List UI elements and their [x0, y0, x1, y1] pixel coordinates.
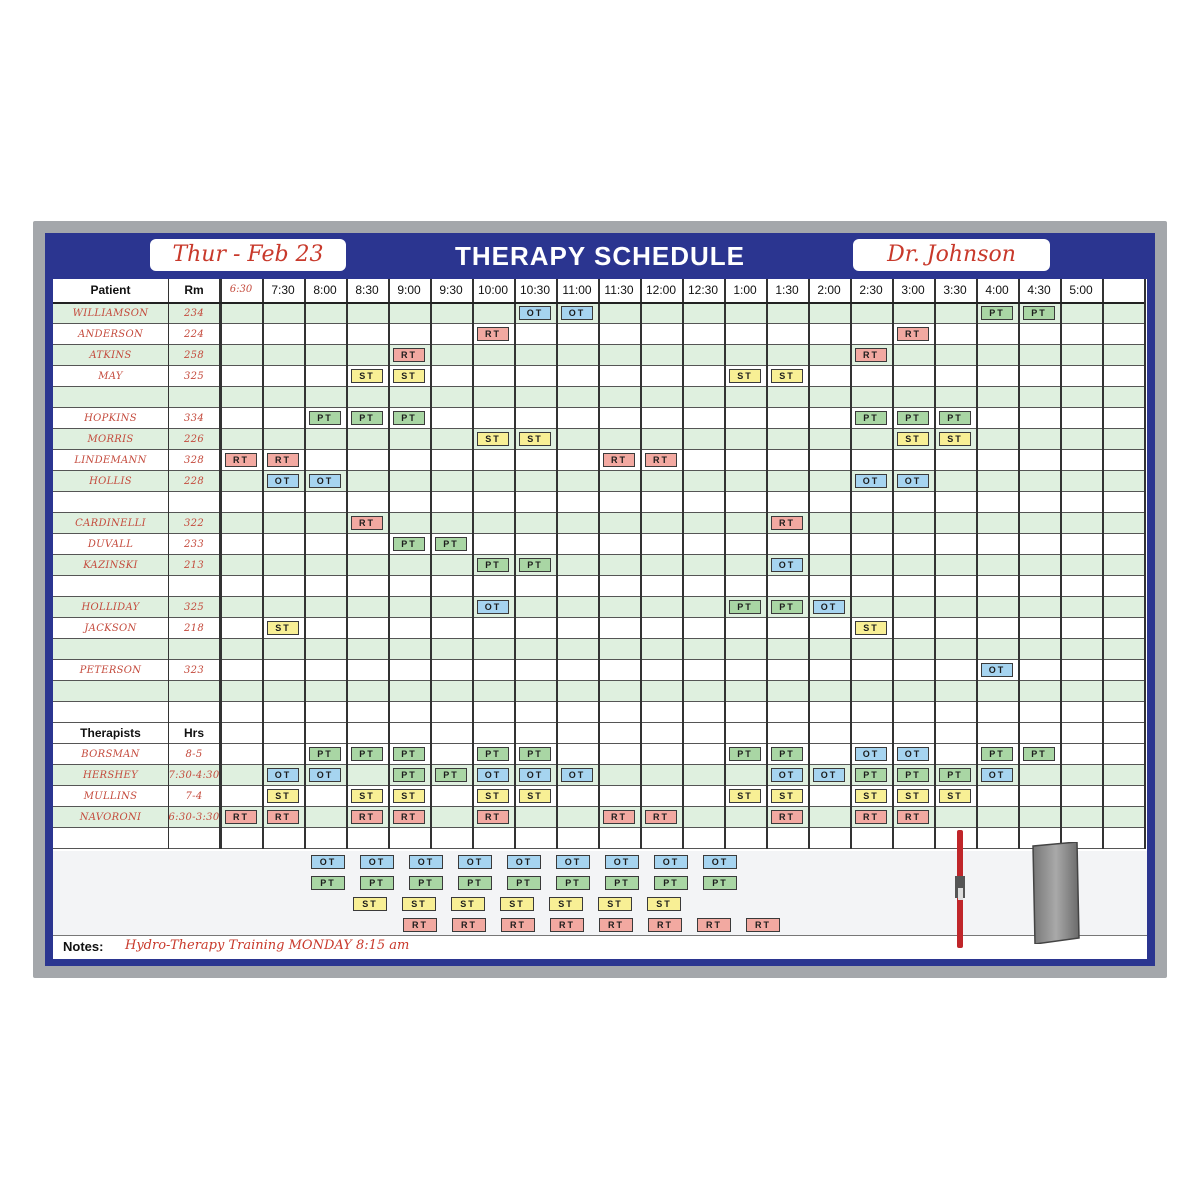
therapy-tag-st[interactable]: ST: [477, 789, 509, 803]
spare-tag-pt[interactable]: PT: [605, 876, 639, 890]
therapy-tag-pt[interactable]: PT: [939, 768, 971, 782]
notes-text[interactable]: Hydro-Therapy Training MONDAY 8:15 am: [125, 938, 410, 953]
therapy-tag-rt[interactable]: RT: [603, 453, 635, 467]
patient-name[interactable]: MAY: [98, 371, 123, 382]
therapy-tag-rt[interactable]: RT: [897, 810, 929, 824]
time-header: 5:00: [1069, 283, 1093, 297]
column-divider: [556, 279, 558, 849]
patient-name[interactable]: [53, 492, 168, 513]
therapist-name[interactable]: HERSHEY: [82, 770, 139, 781]
therapy-tag-ot[interactable]: OT: [897, 474, 929, 488]
therapy-tag-pt[interactable]: PT: [435, 537, 467, 551]
column-divider: [388, 279, 390, 849]
time-header: 4:00: [985, 283, 1009, 297]
spare-tag-pt[interactable]: PT: [360, 876, 394, 890]
room-number[interactable]: 258: [184, 350, 204, 361]
time-header: 9:30: [439, 283, 463, 297]
red-marker-icon[interactable]: [953, 830, 967, 950]
spare-tag-pt[interactable]: PT: [703, 876, 737, 890]
therapy-tag-pt[interactable]: PT: [477, 747, 509, 761]
column-divider: [1018, 279, 1020, 849]
therapy-tag-rt[interactable]: RT: [477, 810, 509, 824]
patient-name[interactable]: HOLLIDAY: [81, 602, 140, 613]
time-header: 2:30: [859, 283, 883, 297]
therapy-tag-st[interactable]: ST: [771, 369, 803, 383]
therapist-hours[interactable]: [168, 828, 220, 849]
spare-tag-ot[interactable]: OT: [556, 855, 590, 869]
column-divider: [934, 279, 936, 849]
time-header: 6:30: [229, 284, 253, 295]
therapy-tag-st[interactable]: ST: [939, 432, 971, 446]
therapy-tag-pt[interactable]: PT: [729, 747, 761, 761]
time-header: 3:00: [901, 283, 925, 297]
therapy-tag-pt[interactable]: PT: [393, 768, 425, 782]
spare-tag-st[interactable]: ST: [402, 897, 436, 911]
room-number[interactable]: 328: [184, 455, 204, 466]
therapy-tag-rt[interactable]: RT: [855, 348, 887, 362]
column-divider: [850, 279, 852, 849]
hours-header: Hrs: [183, 726, 204, 740]
column-divider: [430, 279, 432, 849]
patient-name[interactable]: DUVALL: [87, 539, 134, 550]
room-number[interactable]: 323: [184, 665, 204, 676]
therapy-tag-pt[interactable]: PT: [519, 558, 551, 572]
column-divider: [219, 279, 222, 849]
patient-name[interactable]: [53, 387, 168, 408]
therapy-tag-pt[interactable]: PT: [309, 747, 341, 761]
spare-tag-rt[interactable]: RT: [501, 918, 535, 932]
patient-name[interactable]: JACKSON: [84, 623, 137, 634]
column-divider: [892, 279, 894, 849]
patient-name[interactable]: HOPKINS: [84, 413, 137, 424]
room-number[interactable]: 233: [184, 539, 204, 550]
therapy-tag-rt[interactable]: RT: [645, 810, 677, 824]
therapy-tag-ot[interactable]: OT: [309, 768, 341, 782]
therapy-tag-st[interactable]: ST: [729, 789, 761, 803]
therapy-tag-pt[interactable]: PT: [939, 411, 971, 425]
therapy-tag-st[interactable]: ST: [855, 789, 887, 803]
therapy-tag-pt[interactable]: PT: [309, 411, 341, 425]
room-number[interactable]: 224: [184, 329, 204, 340]
patient-name[interactable]: ANDERSON: [77, 329, 144, 340]
time-header: 1:30: [775, 283, 799, 297]
therapy-tag-ot[interactable]: OT: [771, 768, 803, 782]
patient-name[interactable]: PETERSON: [79, 665, 142, 676]
column-divider: [1102, 279, 1104, 849]
column-divider: [346, 279, 348, 849]
therapy-tag-pt[interactable]: PT: [1023, 747, 1055, 761]
therapist-hours[interactable]: 7:30-4:30: [168, 770, 220, 781]
column-divider: [472, 279, 474, 849]
room-number[interactable]: [168, 387, 220, 408]
time-header: 8:30: [355, 283, 379, 297]
time-header: 12:30: [687, 283, 719, 297]
spare-tag-st[interactable]: ST: [451, 897, 485, 911]
therapy-tag-pt[interactable]: PT: [393, 537, 425, 551]
therapy-tag-rt[interactable]: RT: [393, 348, 425, 362]
therapy-tag-st[interactable]: ST: [393, 369, 425, 383]
room-number[interactable]: [168, 639, 220, 660]
therapy-tag-ot[interactable]: OT: [477, 768, 509, 782]
spare-tag-pt[interactable]: PT: [458, 876, 492, 890]
spare-tag-pt[interactable]: PT: [311, 876, 345, 890]
room-number[interactable]: 226: [184, 434, 204, 445]
therapy-tag-st[interactable]: ST: [267, 621, 299, 635]
spare-tag-ot[interactable]: OT: [458, 855, 492, 869]
notes-bar: [53, 935, 1147, 959]
spare-tag-rt[interactable]: RT: [746, 918, 780, 932]
therapy-tag-rt[interactable]: RT: [351, 516, 383, 530]
notes-label: Notes:: [63, 939, 104, 954]
therapy-tag-rt[interactable]: RT: [855, 810, 887, 824]
therapy-tag-ot[interactable]: OT: [981, 663, 1013, 677]
therapy-tag-rt[interactable]: RT: [771, 516, 803, 530]
spare-tag-ot[interactable]: OT: [360, 855, 394, 869]
column-divider: [1060, 279, 1062, 849]
room-number[interactable]: 322: [184, 518, 204, 529]
spare-tag-ot[interactable]: OT: [409, 855, 443, 869]
time-header: 4:30: [1027, 283, 1051, 297]
tag-tray: [53, 851, 1147, 935]
therapy-tag-ot[interactable]: OT: [771, 558, 803, 572]
patient-name[interactable]: WILLIAMSON: [72, 308, 149, 319]
room-number[interactable]: 334: [184, 413, 204, 424]
doctor-label[interactable]: Dr. Johnson: [853, 239, 1050, 271]
therapy-tag-pt[interactable]: PT: [435, 768, 467, 782]
therapy-tag-ot[interactable]: OT: [855, 747, 887, 761]
therapy-tag-pt[interactable]: PT: [897, 768, 929, 782]
room-number[interactable]: 325: [184, 602, 204, 613]
patient-name[interactable]: [53, 681, 168, 702]
therapy-tag-rt[interactable]: RT: [645, 453, 677, 467]
column-divider: [724, 279, 726, 849]
column-divider: [598, 279, 600, 849]
therapy-tag-rt[interactable]: RT: [351, 810, 383, 824]
time-header: 1:00: [733, 283, 757, 297]
therapy-tag-ot[interactable]: OT: [813, 768, 845, 782]
therapy-tag-st[interactable]: ST: [477, 432, 509, 446]
column-divider: [766, 279, 768, 849]
therapy-tag-st[interactable]: ST: [267, 789, 299, 803]
patient-name[interactable]: [53, 639, 168, 660]
room-number[interactable]: [168, 576, 220, 597]
spare-tag-rt[interactable]: RT: [599, 918, 633, 932]
therapy-tag-ot[interactable]: OT: [309, 474, 341, 488]
therapy-tag-ot[interactable]: OT: [267, 474, 299, 488]
therapy-tag-ot[interactable]: OT: [519, 306, 551, 320]
schedule-grid: [53, 279, 1147, 851]
spare-tag-st[interactable]: ST: [598, 897, 632, 911]
therapy-tag-pt[interactable]: PT: [393, 411, 425, 425]
therapy-tag-pt[interactable]: PT: [771, 600, 803, 614]
therapist-name[interactable]: NAVORONI: [79, 812, 142, 823]
therapists-header: Therapists: [80, 726, 141, 740]
therapist-hours[interactable]: 7-4: [185, 791, 203, 802]
therapy-tag-ot[interactable]: OT: [855, 474, 887, 488]
therapist-name[interactable]: BORSMAN: [81, 749, 140, 760]
therapy-tag-ot[interactable]: OT: [897, 747, 929, 761]
time-header: 2:00: [817, 283, 841, 297]
therapy-tag-st[interactable]: ST: [519, 789, 551, 803]
patient-name[interactable]: [53, 702, 168, 723]
room-number[interactable]: 234: [184, 308, 204, 319]
room-number[interactable]: [168, 681, 220, 702]
spare-tag-pt[interactable]: PT: [507, 876, 541, 890]
patient-name[interactable]: LINDEMANN: [74, 455, 147, 466]
therapy-tag-pt[interactable]: PT: [393, 747, 425, 761]
therapy-tag-ot[interactable]: OT: [477, 600, 509, 614]
therapy-tag-st[interactable]: ST: [519, 432, 551, 446]
spare-tag-ot[interactable]: OT: [507, 855, 541, 869]
spare-tag-st[interactable]: ST: [647, 897, 681, 911]
therapy-tag-st[interactable]: ST: [729, 369, 761, 383]
spare-tag-rt[interactable]: RT: [550, 918, 584, 932]
therapist-hours[interactable]: 6:30-3:30: [168, 812, 220, 823]
column-divider: [640, 279, 642, 849]
therapy-tag-st[interactable]: ST: [351, 369, 383, 383]
therapy-tag-pt[interactable]: PT: [981, 306, 1013, 320]
therapy-tag-pt[interactable]: PT: [771, 747, 803, 761]
room-number[interactable]: [168, 702, 220, 723]
therapy-tag-pt[interactable]: PT: [351, 411, 383, 425]
time-header: 11:30: [604, 283, 634, 297]
date-label[interactable]: Thur - Feb 23: [150, 239, 346, 271]
spare-tag-st[interactable]: ST: [500, 897, 534, 911]
therapy-tag-pt[interactable]: PT: [855, 768, 887, 782]
therapy-tag-pt[interactable]: PT: [729, 600, 761, 614]
therapist-name[interactable]: MULLINS: [83, 791, 138, 802]
therapy-tag-ot[interactable]: OT: [981, 768, 1013, 782]
therapy-tag-rt[interactable]: RT: [267, 810, 299, 824]
spare-tag-rt[interactable]: RT: [403, 918, 437, 932]
room-number[interactable]: 325: [184, 371, 204, 382]
therapy-tag-pt[interactable]: PT: [519, 747, 551, 761]
therapy-tag-st[interactable]: ST: [897, 789, 929, 803]
column-divider: [1144, 279, 1146, 849]
therapy-tag-pt[interactable]: PT: [351, 747, 383, 761]
column-divider: [262, 279, 264, 849]
column-divider: [976, 279, 978, 849]
magnetic-eraser-icon[interactable]: [1031, 842, 1081, 944]
spare-tag-st[interactable]: ST: [549, 897, 583, 911]
therapy-tag-st[interactable]: ST: [897, 432, 929, 446]
therapy-tag-pt[interactable]: PT: [855, 411, 887, 425]
therapy-tag-st[interactable]: ST: [939, 789, 971, 803]
column-divider: [168, 279, 169, 849]
therapy-tag-ot[interactable]: OT: [267, 768, 299, 782]
spare-tag-st[interactable]: ST: [353, 897, 387, 911]
spare-tag-rt[interactable]: RT: [697, 918, 731, 932]
spare-tag-ot[interactable]: OT: [311, 855, 345, 869]
patient-name[interactable]: HOLLIS: [89, 476, 132, 487]
patient-name[interactable]: MORRIS: [87, 434, 134, 445]
time-header: 7:30: [271, 283, 295, 297]
therapy-tag-ot[interactable]: OT: [561, 306, 593, 320]
therapy-tag-rt[interactable]: RT: [393, 810, 425, 824]
time-header: 8:00: [313, 283, 337, 297]
therapy-tag-pt[interactable]: PT: [477, 558, 509, 572]
time-header: 9:00: [397, 283, 421, 297]
patient-name[interactable]: KAZINSKI: [83, 560, 138, 571]
spare-tag-pt[interactable]: PT: [556, 876, 590, 890]
column-divider: [682, 279, 684, 849]
therapy-tag-rt[interactable]: RT: [477, 327, 509, 341]
spare-tag-ot[interactable]: OT: [654, 855, 688, 869]
time-header: 10:30: [519, 283, 551, 297]
room-number[interactable]: 213: [184, 560, 204, 571]
room-number[interactable]: 218: [184, 623, 204, 634]
column-divider: [304, 279, 306, 849]
time-header: 10:00: [477, 283, 509, 297]
therapy-tag-ot[interactable]: OT: [813, 600, 845, 614]
therapist-hours[interactable]: 8-5: [185, 749, 203, 760]
therapy-tag-rt[interactable]: RT: [267, 453, 299, 467]
spare-tag-ot[interactable]: OT: [605, 855, 639, 869]
therapy-tag-rt[interactable]: RT: [225, 453, 257, 467]
column-divider: [808, 279, 810, 849]
time-header: 12:00: [645, 283, 677, 297]
therapy-tag-ot[interactable]: OT: [519, 768, 551, 782]
board-title: THERAPY SCHEDULE: [454, 241, 745, 271]
therapy-tag-st[interactable]: ST: [771, 789, 803, 803]
therapy-tag-rt[interactable]: RT: [771, 810, 803, 824]
room-number[interactable]: 228: [184, 476, 204, 487]
spare-tag-rt[interactable]: RT: [452, 918, 486, 932]
patient-name[interactable]: [53, 576, 168, 597]
time-header: [1102, 279, 1144, 303]
spare-tag-ot[interactable]: OT: [703, 855, 737, 869]
header-divider: [53, 302, 1144, 304]
spare-tag-pt[interactable]: PT: [654, 876, 688, 890]
therapy-tag-rt[interactable]: RT: [225, 810, 257, 824]
patient-name[interactable]: ATKINS: [89, 350, 132, 361]
room-header: Rm: [184, 283, 204, 297]
therapy-tag-pt[interactable]: PT: [1023, 306, 1055, 320]
column-divider: [514, 279, 516, 849]
time-header: 11:00: [562, 283, 592, 297]
patient-header: Patient: [90, 283, 131, 297]
therapy-tag-ot[interactable]: OT: [561, 768, 593, 782]
room-number[interactable]: [168, 492, 220, 513]
time-header: 3:30: [943, 283, 967, 297]
therapy-tag-pt[interactable]: PT: [897, 411, 929, 425]
spare-tag-pt[interactable]: PT: [409, 876, 443, 890]
therapy-tag-st[interactable]: ST: [855, 621, 887, 635]
therapist-name[interactable]: [53, 828, 168, 849]
therapy-tag-st[interactable]: ST: [351, 789, 383, 803]
therapy-tag-rt[interactable]: RT: [897, 327, 929, 341]
therapy-tag-rt[interactable]: RT: [603, 810, 635, 824]
patient-name[interactable]: CARDINELLI: [75, 518, 146, 529]
spare-tag-rt[interactable]: RT: [648, 918, 682, 932]
therapy-tag-st[interactable]: ST: [393, 789, 425, 803]
therapy-tag-pt[interactable]: PT: [981, 747, 1013, 761]
